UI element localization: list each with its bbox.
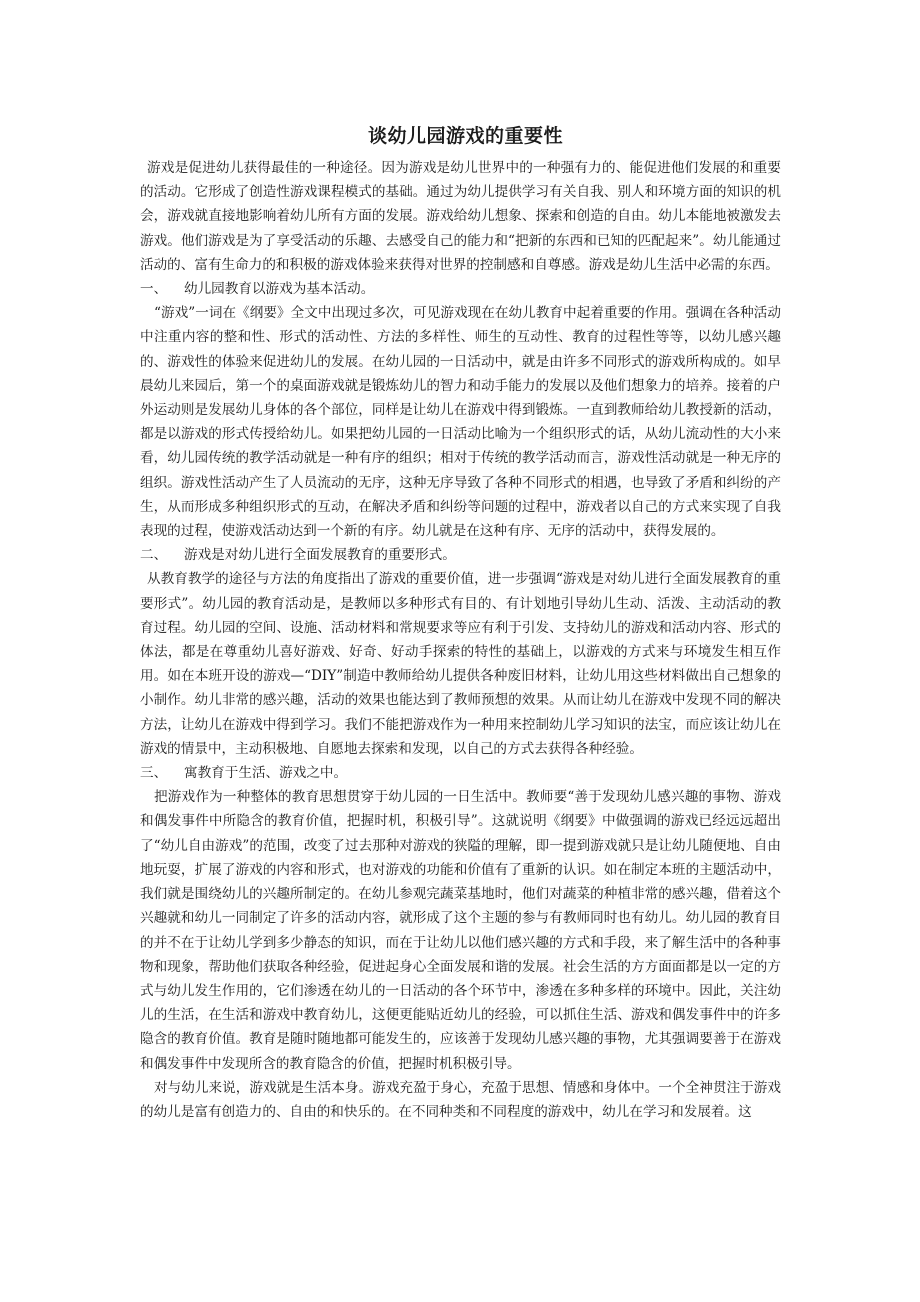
- section-2-heading: [140, 543, 781, 567]
- document-title: 谈幼儿园游戏的重要性: [367, 125, 563, 147]
- section-2-number: 二、: [140, 547, 168, 564]
- section-3-paragraph-1: 把游戏作为一种整体的教育思想贯穿于幼儿园的一日生活中。教师要“善于发现幼儿感兴趣的事物、游戏和偶发事件中所隐含的教育价值，把握时机，积极引导”。这就说明《纲要》中做强调的游戏已经远远超出了“幼儿自由游戏”的范围，改变了过去那种对游戏的狭隘的理解，即一提到游戏就只是让幼儿随便地、自由地玩耍，扩展了游戏的内容和形式，也对游戏的功能和价值有了重新的认识。如在制定本班的主题活动中，我们就是围绕幼儿的兴趣所制定的。在幼儿参观完蔬菜基地时，他们对蔬菜的种植非常的感兴趣，借着这个兴趣就和幼儿一同制定了许多的活动内容，就形成了这个主题的参与有教师同时也有幼儿。幼儿园的教育目的并不在于让幼儿学到多少静态的知识，而在于让幼儿以他们感兴趣的方式和手段，来了解生活中的各种事物和现象，帮助他们获取各种经验，促进起身心全面发展和谐的发展。社会生活的方方面面都是以一定的方式与幼儿发生作用的，它们渗透在幼儿的一日活动的各个环节中，渗透在多种多样的环境中。因此，关注幼儿的生活，在生活和游戏中教育幼儿，这便更能贴近幼儿的经验，可以抓住生活、游戏和偶发事件中的许多隐含的教育价值。教育是随时随地都可能发生的，应该善于发现幼儿感兴趣的事物，尤其强调要善于在游戏和偶发事件中发现所含的教育隐含的价值，把握时机积极引导。: [140, 789, 781, 1072]
- section-2-paragraph: 从教育教学的途径与方法的角度指出了游戏的重要价值，进一步强调“游戏是对幼儿进行全面发展教育的重要形式”。幼儿园的教育活动是，是教师以多种形式有目的、有计划地引导幼儿生动、活泼、主动活动的教育过程。幼儿园的空间、设施、活动材料和常规要求等应有利于引发、支持幼儿的游戏和活动内容、形式的体法，都是在尊重幼儿喜好游戏、好奇、好动手探索的特性的基础上，以游戏的方式来与环境发生相互作用。如在本班开设的游戏—“DIY”制造中教师给幼儿提供各种废旧材料，让幼儿用这些材料做出自己想象的小制作。幼儿非常的感兴趣，活动的效果也能达到了教师预想的效果。从而让幼儿在游戏中发现不同的解决方法，让幼儿在游戏中得到学习。我们不能把游戏作为一种用来控制幼儿学习知识的法宝，而应该让幼儿在游戏的情景中，主动积极地、自愿地去探索和发现，以自己的方式去获得各种经验。: [140, 571, 781, 757]
- section-3-paragraph-2: 对与幼儿来说，游戏就是生活本身。游戏充盈于身心，充盈于思想、情感和身体中。一个全神贯注于游戏的幼儿是富有创造力的、自由的和快乐的。在不同种类和不同程度的游戏中，幼儿在学习和发展着。这: [140, 1079, 781, 1120]
- section-1-heading: [140, 277, 781, 301]
- section-1-number: 一、: [140, 281, 168, 298]
- section-3-title: 寓教育于生活、游戏之中。: [184, 765, 348, 782]
- intro-paragraph: 游戏是促进幼儿获得最佳的一种途径。因为游戏是幼儿世界中的一种强有力的、能促进他们发展的和重要的活动。它形成了创造性游戏课程模式的基础。通过为幼儿提供学习有关自我、别人和环境方面的知识的机会，游戏就直接地影响着幼儿所有方面的发展。游戏给幼儿想象、探索和创造的自由。幼儿本能地被激发去游戏。他们游戏是为了享受活动的乐趣、去感受自己的能力和“把新的东西和已知的匹配起来”。幼儿能通过活动的、富有生命力的和积极的游戏体验来获得对世界的控制感和自尊感。游戏是幼儿生活中必需的东西。: [140, 160, 781, 273]
- section-3-heading: [140, 761, 781, 785]
- section-1-title: 幼儿园教育以游戏为基本活动。: [184, 281, 375, 298]
- section-1-paragraph: “游戏”一词在《纲要》全文中出现过多次，可见游戏现在在幼儿教育中起着重要的作用。强调在各种活动中注重内容的整和性、形式的活动性、方法的多样性、师生的互动性、教育的过程性等等，以幼儿感兴趣的、游戏性的体验来促进幼儿的发展。在幼儿园的一日活动中，就是由许多不同形式的游戏所构成的。如早晨幼儿来园后，第一个的桌面游戏就是锻炼幼儿的智力和动手能力的发展以及他们想象力的培养。接着的户外运动则是发展幼儿身体的各个部位，同样是让幼儿在游戏中得到锻炼。一直到教师给幼儿教授新的活动，都是以游戏的形式传授给幼儿。如果把幼儿园的一日活动比喻为一个组织形式的话，从幼儿流动性的大小来看，幼儿园传统的教学活动就是一种有序的组织；相对于传统的教学活动而言，游戏性活动就是一种无序的组织。游戏性活动产生了人员流动的无序，这种无序导致了各种不同形式的相遇，也导致了矛盾和纠纷的产生，从而形成多种组织形式的互动，在解决矛盾和纠纷等问题的过程中，游戏者以自己的方式来实现了自我表现的过程，使游戏活动达到一个新的有序。幼儿就是在这种有序、无序的活动中，获得发展的。: [140, 305, 781, 540]
- section-3-number: 三、: [140, 765, 168, 782]
- document-body: [140, 122, 781, 1124]
- section-2-title: 游戏是对幼儿进行全面发展教育的重要形式。: [184, 547, 456, 564]
